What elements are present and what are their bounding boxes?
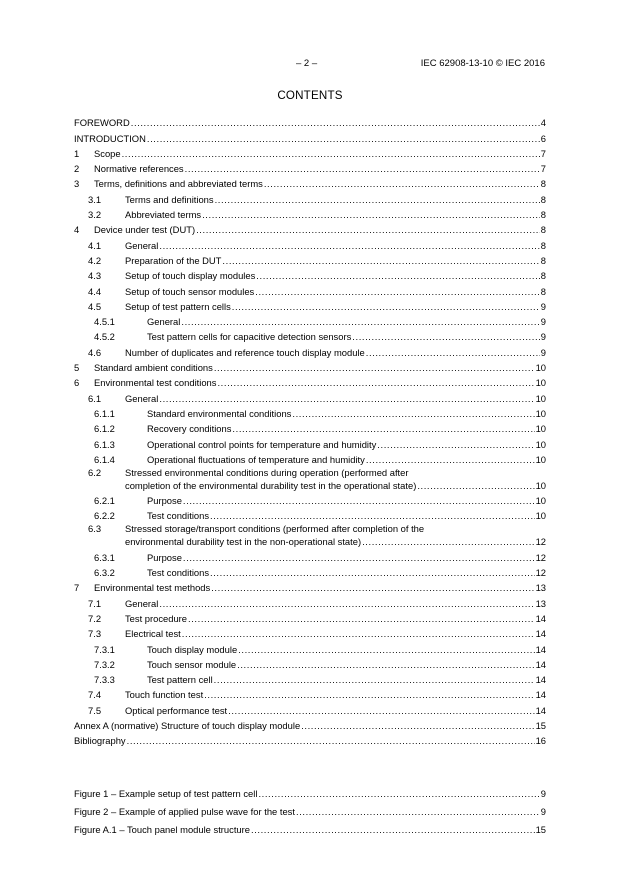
toc-entry-title: INTRODUCTION [74,132,146,144]
toc-entry-number: 5 [74,362,80,374]
figure-entry-title: Figure A.1 – Touch panel module structure [74,824,250,835]
toc-entry[interactable] [74,235,546,250]
figure-entry-title: Figure 1 – Example setup of test pattern cell [74,788,258,799]
toc-entry-title: Setup of touch display modules [125,270,256,282]
figure-entry-page: 9 [540,806,546,817]
toc-entry-number: 4.2 [88,254,102,266]
toc-leader-dots [251,824,535,835]
toc-entry-page: 6 [540,132,546,144]
toc-entry[interactable] [74,113,546,128]
toc-entry-number: 6.1 [88,392,102,404]
toc-entry-page: 10 [535,510,546,522]
toc-entry[interactable] [74,731,546,746]
toc-leader-dots [127,735,535,746]
toc-entry-title: Test procedure [125,612,188,624]
toc-entry[interactable] [74,434,546,449]
toc-entry-title: Normative references [94,163,184,175]
toc-entry[interactable] [74,639,546,654]
toc-entry-page: 10 [535,495,546,507]
toc-leader-dots [159,393,534,404]
toc-entry[interactable] [74,700,546,715]
toc-entry[interactable] [74,388,546,403]
toc-entry-page: 7 [540,147,546,159]
toc-entry-line [88,534,546,547]
toc-entry-title: General [125,239,159,251]
toc-entry-number: 4.5.1 [94,316,115,328]
toc-leader-dots [217,377,534,388]
toc-entry[interactable] [74,521,546,547]
toc-entry-number: 7.5 [88,704,102,716]
toc-entry-title: Environmental test methods [94,582,211,594]
toc-leader-dots [122,148,540,159]
toc-leader-dots [264,178,540,189]
toc-entry-page: 10 [535,362,546,374]
toc-leader-dots [417,480,534,491]
toc-leader-dots [222,255,539,266]
toc-entry-number: 4.6 [88,346,102,358]
toc-entry-title: Abbreviated terms [125,209,202,221]
toc-leader-dots [292,408,534,419]
toc-entry-number: 4.3 [88,270,102,282]
toc-entry-number: 6.3 [88,523,102,535]
toc-entry[interactable] [74,491,546,506]
list-of-figures [74,781,546,835]
toc-entry[interactable] [74,281,546,296]
toc-entry-page: 9 [540,331,546,343]
figure-entry[interactable] [74,799,546,817]
toc-entry-number: 6.2.2 [94,510,115,522]
toc-leader-dots [183,552,535,563]
toc-entry-number: 3 [74,178,80,190]
toc-entry[interactable] [74,578,546,593]
toc-entry-page: 16 [535,735,546,747]
toc-entry-line [88,478,546,491]
toc-leader-dots [366,454,535,465]
toc-entry-number: 7.1 [88,597,102,609]
toc-entry-page: 10 [535,377,546,389]
toc-entry[interactable] [74,297,546,312]
toc-entry[interactable] [74,205,546,220]
toc-entry-page: 4 [540,117,546,129]
toc-leader-dots [214,362,535,373]
toc-leader-dots [232,301,540,312]
toc-leader-dots [211,582,534,593]
toc-entry-number: 4.4 [88,285,102,297]
toc-entry-page: 9 [540,346,546,358]
toc-entry-title: Standard environmental conditions [147,407,292,419]
toc-entry[interactable] [74,189,546,204]
toc-entry-page: 7 [540,163,546,175]
toc-entry-line [88,467,546,478]
toc-entry[interactable] [74,547,546,562]
toc-entry-title: Terms, definitions and abbreviated terms [94,178,263,190]
toc-entry[interactable] [74,624,546,639]
page-header [0,58,620,72]
toc-entry[interactable] [74,685,546,700]
toc-entry-page: 8 [540,239,546,251]
figure-entry-title: Figure 2 – Example of applied pulse wave for the test [74,806,295,817]
toc-leader-dots [228,705,534,716]
toc-entry[interactable] [74,159,546,174]
toc-entry-number: 6.2.1 [94,495,115,507]
toc-entry-title: Environmental test conditions [94,377,217,389]
toc-entry-title: Stressed storage/transport conditions (performed after completion of the [125,523,425,535]
figure-entry[interactable] [74,817,546,835]
toc-entry-number: 7.3.2 [94,658,115,670]
toc-entry-title: Operational fluctuations of temperature and humidity [147,453,365,465]
toc-entry-page: 14 [535,658,546,670]
toc-entry[interactable] [74,373,546,388]
toc-entry-number: 6.1.4 [94,453,115,465]
toc-entry-page: 14 [535,643,546,655]
page-title: CONTENTS [277,89,343,102]
toc-entry-page: 9 [540,316,546,328]
toc-entry[interactable] [74,144,546,159]
toc-leader-dots [204,689,534,700]
toc-entry-number: 3.2 [88,209,102,221]
toc-entry-number: 6.1.3 [94,438,115,450]
toc-entry-page: 8 [540,270,546,282]
toc-entry-number: 2 [74,163,80,175]
toc-entry-page: 10 [535,479,546,491]
toc-entry-page: 13 [535,597,546,609]
toc-entry-title: General [125,597,159,609]
toc-entry[interactable] [74,404,546,419]
toc-leader-dots [362,536,534,547]
table-of-contents [74,113,546,746]
toc-entry[interactable] [74,174,546,189]
page-number: – 2 – [296,58,318,69]
toc-entry-title-continued: completion of the environmental durability test in the operational state) [125,479,417,491]
toc-entry-number: 7.2 [88,612,102,624]
toc-leader-dots [377,439,534,450]
toc-entry-number: 7 [74,582,80,594]
toc-entry[interactable] [74,593,546,608]
toc-entry[interactable] [74,128,546,143]
toc-leader-dots [366,347,540,358]
toc-entry-number: 3.1 [88,193,102,205]
toc-entry-page: 10 [535,453,546,465]
toc-entry-title: Number of duplicates and reference touch display module [125,346,365,358]
toc-entry-title: Purpose [147,495,182,507]
toc-leader-dots [258,788,539,799]
toc-leader-dots [196,224,540,235]
toc-entry-number: 4.5 [88,300,102,312]
toc-entry-page: 12 [535,551,546,563]
toc-leader-dots [255,286,540,297]
toc-leader-dots [352,331,540,342]
toc-entry-page: 12 [535,536,546,548]
toc-entry-number: 6.2 [88,466,102,478]
toc-entry[interactable] [74,220,546,235]
toc-entry-title: General [147,316,181,328]
toc-entry-title: Device under test (DUT) [94,224,196,236]
figure-entry[interactable] [74,781,546,799]
toc-entry[interactable] [74,563,546,578]
toc-entry-page: 14 [535,612,546,624]
toc-entry-title: Test pattern cell [147,674,213,686]
toc-leader-dots [147,133,540,144]
toc-entry[interactable] [74,670,546,685]
toc-entry-title: FOREWORD [74,117,130,129]
toc-entry-title: Stressed environmental conditions during operation (performed after [125,466,409,478]
toc-entry-title: Touch function test [125,689,204,701]
toc-entry-number: 6.3.1 [94,551,115,563]
toc-entry-page: 8 [540,209,546,221]
toc-leader-dots [238,644,534,655]
toc-entry-title: Touch sensor module [147,658,237,670]
toc-leader-dots [210,567,535,578]
toc-entry[interactable] [74,251,546,266]
toc-entry-page: 13 [535,582,546,594]
toc-entry-title: Bibliography [74,735,126,747]
toc-entry-number: 6.1.2 [94,423,115,435]
toc-entry-page: 14 [535,674,546,686]
toc-leader-dots [215,194,540,205]
toc-leader-dots [256,270,539,281]
toc-leader-dots [181,316,539,327]
toc-entry-title: Setup of touch sensor modules [125,285,255,297]
toc-entry-page: 8 [540,224,546,236]
toc-leader-dots [296,806,540,817]
toc-leader-dots [131,117,540,128]
toc-entry-title: Touch display module [147,643,238,655]
toc-entry-page: 8 [540,285,546,297]
toc-entry[interactable] [74,312,546,327]
toc-entry[interactable] [74,419,546,434]
toc-leader-dots [301,720,534,731]
toc-entry-number: 4 [74,224,80,236]
toc-entry-page: 14 [535,628,546,640]
toc-entry-number: 6 [74,377,80,389]
toc-entry-number: 4.1 [88,239,102,251]
toc-leader-dots [185,163,540,174]
toc-leader-dots [159,598,534,609]
toc-entry[interactable] [74,327,546,342]
toc-entry-number: 6.3.2 [94,567,115,579]
toc-entry[interactable] [74,506,546,521]
toc-entry-title: Operational control points for temperature and humidity [147,438,377,450]
toc-entry-title: Standard ambient conditions [94,362,213,374]
toc-entry-number: 7.3.1 [94,643,115,655]
toc-entry-page: 14 [535,689,546,701]
toc-leader-dots [159,240,539,251]
toc-entry-number: 6.1.1 [94,407,115,419]
toc-entry-page: 10 [535,423,546,435]
toc-entry[interactable] [74,450,546,465]
toc-entry[interactable] [74,358,546,373]
toc-entry[interactable] [74,716,546,731]
toc-entry-number: 1 [74,147,80,159]
toc-entry-page: 12 [535,567,546,579]
toc-leader-dots [214,674,535,685]
toc-entry[interactable] [74,342,546,357]
toc-entry[interactable] [74,609,546,624]
toc-entry-page: 8 [540,178,546,190]
toc-entry-title: Preparation of the DUT [125,254,222,266]
toc-entry-number: 7.4 [88,689,102,701]
toc-entry-title: Recovery conditions [147,423,232,435]
toc-entry[interactable] [74,266,546,281]
toc-leader-dots [183,495,535,506]
toc-entry-title: General [125,392,159,404]
toc-entry-title: Annex A (normative) Structure of touch display module [74,719,301,731]
toc-entry[interactable] [74,465,546,491]
toc-entry-page: 8 [540,193,546,205]
toc-entry-title: Electrical test [125,628,181,640]
toc-entry-page: 10 [535,392,546,404]
toc-entry-page: 8 [540,254,546,266]
toc-entry-title: Optical performance test [125,704,228,716]
toc-entry-title: Scope [94,147,121,159]
toc-entry-title: Terms and definitions [125,193,214,205]
toc-leader-dots [232,423,534,434]
toc-entry-number: 4.5.2 [94,331,115,343]
toc-entry[interactable] [74,655,546,670]
toc-entry-page: 15 [535,719,546,731]
toc-entry-title: Test conditions [147,510,210,522]
toc-entry-page: 9 [540,300,546,312]
toc-entry-title: Purpose [147,551,182,563]
toc-entry-page: 10 [535,438,546,450]
toc-entry-page: 14 [535,704,546,716]
toc-entry-page: 10 [535,407,546,419]
toc-leader-dots [237,659,534,670]
toc-entry-line [88,523,546,534]
toc-entry-title: Test pattern cells for capacitive detection sensors [147,331,352,343]
toc-leader-dots [182,628,535,639]
figure-entry-page: 9 [540,788,546,799]
toc-entry-title-continued: environmental durability test in the non-operational state) [125,536,362,548]
toc-leader-dots [202,209,540,220]
toc-entry-title: Test conditions [147,567,210,579]
toc-entry-title: Setup of test pattern cells [125,300,231,312]
figure-entry-page: 15 [535,824,546,835]
toc-entry-number: 7.3 [88,628,102,640]
document-reference: IEC 62908-13-10 © IEC 2016 [420,58,545,69]
toc-entry-number: 7.3.3 [94,674,115,686]
toc-leader-dots [210,510,535,521]
toc-leader-dots [188,613,535,624]
